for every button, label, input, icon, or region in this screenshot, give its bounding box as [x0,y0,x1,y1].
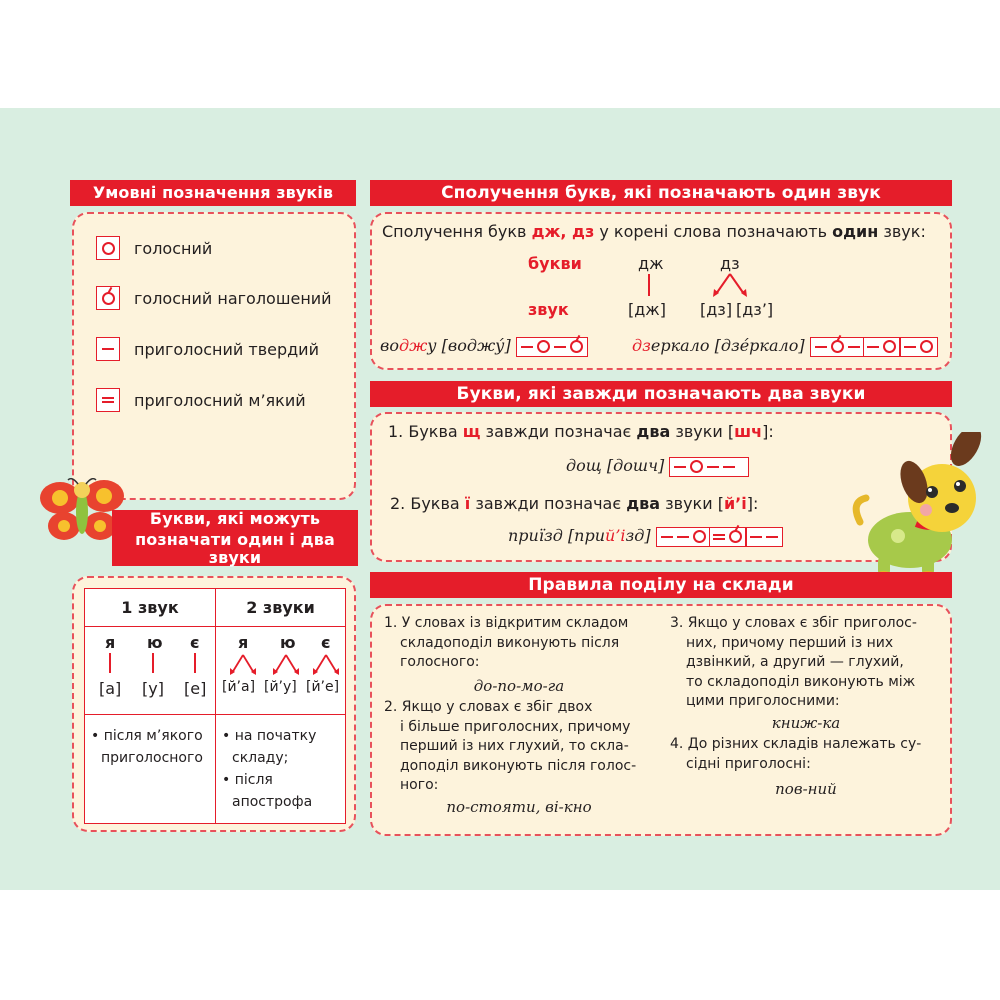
legend-label: голосний наголошений [134,288,332,308]
col-two-sounds: 2 звуки [216,589,346,627]
ex-transcription: [воджу́] [441,336,511,355]
digraph-example-1 [380,336,588,357]
letter-ya: я [105,633,116,652]
intro-text: Сполучення букв [382,222,532,241]
legend-label: приголосний твердий [134,339,319,359]
digraphs-title: Сполучення букв, які позначають один звук [441,182,881,203]
rule-line: них, причому перший із них [686,634,894,651]
ex-transcription: [дзе́ркало] [714,336,805,355]
letters-table [84,588,346,824]
letters-dz: дз [720,254,740,273]
note-line: • після [222,772,273,788]
syllable-rules-right [670,614,942,800]
two-sounds-scheme-cell [216,627,346,715]
stressed-vowel-symbol-icon [96,286,120,310]
legend-item-hard-consonant [96,337,319,361]
digraph-arrows [620,272,790,302]
syllables-title: Правила поділу на склади [528,574,794,595]
ex-word-highlight: дз [632,336,651,355]
rule-letter: щ [462,422,481,441]
col-one-sound: 1 звук [85,589,216,627]
one-sound-scheme-cell [85,627,216,715]
legend-title: Умовні позначення звуків [92,183,334,203]
sound-a: [а] [99,679,122,698]
rule-line: і більше приголосних, причому [400,718,631,735]
intro-bold: один [832,222,879,241]
rule-line: дзвінкий, а другий — глухий, [686,654,904,670]
letter-ye: є [190,633,200,652]
rule-text: звуки [ [670,422,735,441]
letter-yu: ю [147,633,163,652]
note-line: • після м’якого [91,728,203,744]
rule-sound: й’і [723,494,747,513]
sound-dz-hard: [дз] [700,300,733,319]
ex-transcription: [при [567,526,606,545]
letter-ya: я [238,633,249,652]
example-word: по-стояти, ві-кно [446,797,592,816]
legend-title-bar [70,180,356,206]
rule-text: завжди позначає [480,422,637,441]
sound-scheme [656,527,783,547]
syllable-example-2 [384,798,654,818]
row-label-sound: звук [528,300,569,319]
two-sounds-example-2 [508,526,783,547]
rule-text: 1. Буква [388,422,463,441]
rule-line: цими приголосними: [686,693,840,709]
two-sounds-rule-2 [390,494,758,513]
letters-dzh: дж [638,254,664,273]
rule-line: складоподіл виконують після [400,634,620,651]
rule-text: звуки [ [660,494,724,513]
rule-line: 2. Якщо у словах є збіг двох [384,699,593,715]
ex-word: во [380,336,399,355]
ex-word: приїзд [508,526,563,545]
intro-letters: дж, дз [531,222,595,241]
two-sounds-title-bar [370,381,952,407]
syllables-title-bar [370,572,952,598]
two-sounds-rule-1 [388,422,774,441]
rule-text: ]: [746,494,759,513]
ex-word: у [427,336,437,355]
rule-text: завжди позначає [470,494,627,513]
sound-ye: [й’е] [306,679,340,695]
rule-line: то складоподіл виконують між [686,673,916,690]
syllable-rules-left [384,614,654,817]
ex-transcription: [дошч] [606,456,665,475]
intro-text: у корені слова позначають [594,222,833,241]
rule-line: голосного: [400,654,480,670]
sound-dzh: [дж] [628,300,666,319]
digraphs-intro [382,222,926,241]
letter-yu: ю [280,633,296,652]
rule-bold: два [626,494,661,513]
syllable-example-1 [384,677,654,697]
example-word: пов-ний [775,780,837,798]
one-two-title-2: позначати один і два звуки [135,530,335,567]
hard-consonant-symbol-icon [96,337,120,361]
rule-line: 4. До різних складів належать су- [670,736,922,752]
two-sounds-example-1 [566,456,749,477]
ex-transcription-highlight: й’і [605,526,626,545]
rule-sound: шч [734,422,763,441]
legend-item-soft-consonant [96,388,306,412]
vowel-symbol-icon [96,236,120,260]
note-line: • на початку [222,728,317,744]
ex-word: еркало [650,336,710,355]
rule-text: 2. Буква [390,494,465,513]
syllable-example-4 [670,780,942,800]
ex-transcription: зд] [625,526,651,545]
two-sounds-note-cell [216,715,346,824]
rule-line: 1. У словах із відкритим складом [384,615,629,631]
digraph-example-2 [632,336,938,357]
soft-consonant-symbol-icon [96,388,120,412]
sound-u: [у] [142,679,164,698]
letter-ye: є [321,633,331,652]
note-line: складу; [232,750,289,766]
rule-bold: два [636,422,671,441]
example-word: до-по-мо-га [473,676,565,695]
note-line: приголосного [101,750,203,766]
legend-item-vowel [96,236,212,260]
sound-ya: [й’а] [222,679,256,695]
rule-line: 3. Якщо у словах є збіг приголос- [670,615,917,631]
one-two-title-1: Букви, які можуть [149,508,321,528]
row-label-letters: букви [528,254,582,273]
two-sounds-title: Букви, які завжди позначають два звуки [456,383,866,404]
sound-scheme [810,337,938,357]
rule-line: доподіл виконують після голос- [400,757,637,774]
puppy-icon [852,432,982,584]
rule-text: ]: [762,422,774,441]
example-word: книж-ка [771,713,841,732]
rule-letter: ї [464,494,471,513]
note-line: апострофа [232,794,313,810]
legend-item-stressed-vowel [96,286,332,310]
sound-scheme [669,457,749,477]
intro-text: звук: [878,222,926,241]
rule-line: перший із них глухий, то скла- [400,738,629,754]
sound-dz-soft: [дз’] [736,300,774,319]
syllable-example-3 [670,714,942,734]
one-two-title-bar [112,510,358,566]
ex-word-highlight: дж [398,336,428,355]
sound-e: [е] [184,679,207,698]
sound-scheme [516,337,588,357]
ex-word: дощ [566,456,602,475]
one-sound-note-cell [85,715,216,824]
rule-line: сідні приголосні: [686,755,811,772]
rule-line: ного: [400,777,439,793]
legend-label: приголосний м’який [134,390,306,410]
legend-label: голосний [134,238,213,258]
digraphs-title-bar [370,180,952,206]
sound-yu: [й’у] [264,679,297,695]
